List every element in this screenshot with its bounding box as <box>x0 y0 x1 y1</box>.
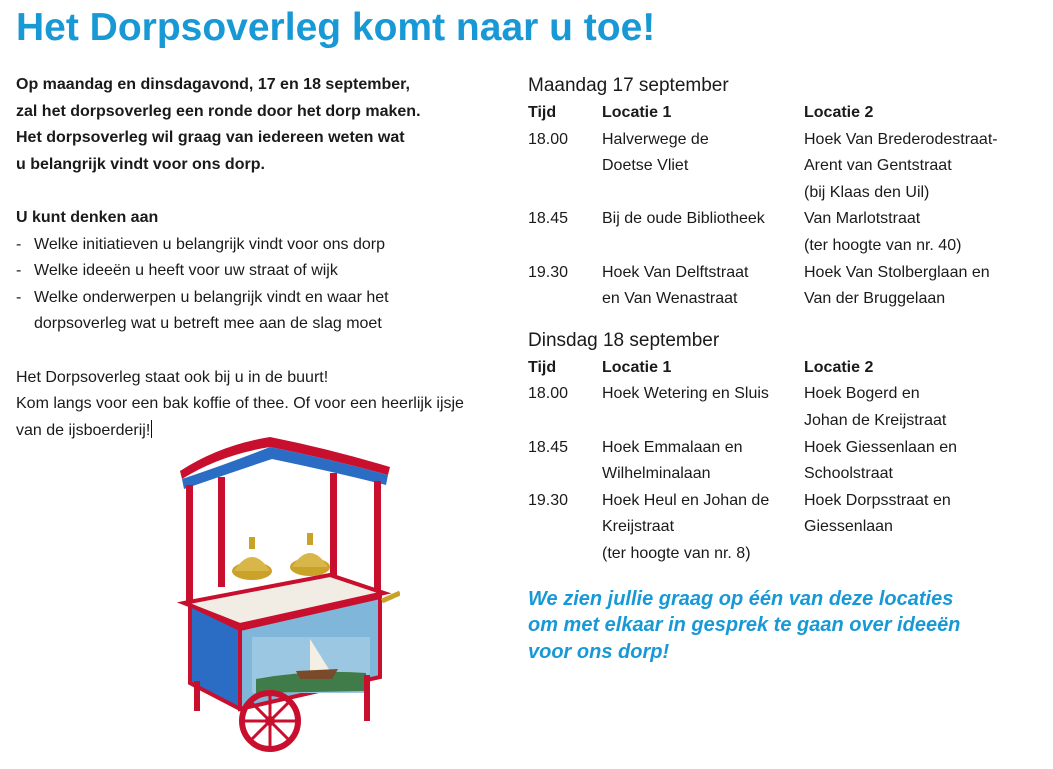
header-location-2 <box>804 100 1038 127</box>
header-location-1-text: Locatie 1 <box>602 358 672 376</box>
table-header <box>528 355 1038 382</box>
closing-line: voor ons dorp! <box>528 640 670 663</box>
header-time-text: Tijd <box>528 104 557 121</box>
location-1-cell <box>602 488 804 568</box>
spacer <box>16 178 516 205</box>
location-text: Hoek Bogerd en <box>804 385 920 403</box>
invite-line: Kom langs voor een bak koffie of thee. Of voor een heerlijk ijsje <box>16 395 464 413</box>
header-location-2-text: Locatie 2 <box>804 104 874 121</box>
invite-text: van de ijsboerderij! <box>16 421 151 439</box>
intro-line: Het dorpsoverleg wil graag van iedereen weten wat <box>16 129 405 147</box>
location-text: Hoek Van Delftstraat <box>602 263 749 281</box>
intro-column <box>16 72 516 444</box>
day-section <box>528 72 1038 313</box>
time-cell <box>528 206 602 259</box>
location-text: Hoek Emmalaan en <box>602 438 743 456</box>
bullet-item <box>16 285 516 312</box>
bullet-text: Welke initiatieven u belangrijk vindt voor ons dorp <box>34 235 386 253</box>
time-cell <box>528 260 602 313</box>
location-text: Hoek Van Brederodestraat- <box>804 130 998 148</box>
closing-line: om met elkaar in gesprek te gaan over ideeën <box>528 614 961 636</box>
location-2-cell <box>804 381 1038 434</box>
location-text: Hoek Dorpsstraat en <box>804 491 951 509</box>
location-text: Hoek Giessenlaan en <box>804 438 957 456</box>
time-cell <box>528 488 602 568</box>
time-text: 18.00 <box>528 385 569 403</box>
table-row <box>528 381 1038 434</box>
location-text: (ter hoogte van nr. 40) <box>804 236 962 254</box>
schedule-column <box>528 72 1038 665</box>
table-row <box>528 488 1038 568</box>
location-2-cell <box>804 488 1038 568</box>
invite-line: Het Dorpsoverleg staat ook bij u in de buurt! <box>16 368 329 386</box>
table-row <box>528 260 1038 313</box>
header-location-2-text: Locatie 2 <box>804 358 874 376</box>
day-title: Maandag 17 september <box>528 75 729 96</box>
closing-message <box>528 586 1038 666</box>
bullet-text: Welke onderwerpen u belangrijk vindt en waar het <box>34 288 389 306</box>
time-text: 18.00 <box>528 130 569 148</box>
location-2-cell <box>804 260 1038 313</box>
bullet-continuation: dorpsoverleg wat u betreft mee aan de slag moet <box>34 315 382 333</box>
intro-line: zal het dorpsoverleg een ronde door het dorp maken. <box>16 102 421 120</box>
day-title: Dinsdag 18 september <box>528 329 720 351</box>
location-text: Johan de Kreijstraat <box>804 411 947 429</box>
header-time-text: Tijd <box>528 358 557 376</box>
think-heading: U kunt denken aan <box>16 208 159 226</box>
location-text: Hoek Van Stolberglaan en <box>804 263 990 281</box>
ice-cream-cart-icon <box>160 433 400 753</box>
closing-line: We zien jullie graag op één van deze locaties <box>528 587 954 610</box>
location-1-cell <box>602 381 804 434</box>
location-text: Arent van Gentstraat <box>804 157 952 175</box>
header-location-1 <box>602 100 804 127</box>
bullet-item <box>16 258 516 285</box>
schedule <box>528 72 1038 568</box>
time-text: 18.45 <box>528 210 569 228</box>
table-row <box>528 435 1038 488</box>
table-row <box>528 206 1038 259</box>
location-2-cell <box>804 435 1038 488</box>
time-cell <box>528 435 602 488</box>
location-text: Hoek Wetering en Sluis <box>602 385 769 403</box>
location-text: Halverwege de <box>602 130 709 148</box>
bullet-text: Welke ideeën u heeft voor uw straat of wijk <box>34 262 338 280</box>
time-cell <box>528 381 602 434</box>
table-header <box>528 100 1038 127</box>
location-2-cell <box>804 127 1038 207</box>
bullet-item <box>16 232 516 259</box>
text-cursor <box>151 420 152 438</box>
intro-line: Op maandag en dinsdagavond, 17 en 18 september, <box>16 76 410 93</box>
page-title: Het Dorpsoverleg komt naar u toe! <box>16 6 656 49</box>
location-text: Hoek Heul en Johan de <box>602 491 770 509</box>
location-text: Van Marlotstraat <box>804 210 921 228</box>
location-2-cell <box>804 206 1038 259</box>
table-row <box>528 127 1038 207</box>
bullet-dash: - <box>16 235 22 253</box>
location-text: Wilhelminalaan <box>602 465 711 483</box>
header-time <box>528 355 602 382</box>
location-text: en Van Wenastraat <box>602 290 738 308</box>
header-location-1-text: Locatie 1 <box>602 104 672 121</box>
day-section <box>528 327 1038 568</box>
bullet-dash: - <box>16 262 22 280</box>
location-1-cell <box>602 260 804 313</box>
spacer <box>16 338 516 365</box>
time-text: 18.45 <box>528 438 569 456</box>
location-1-cell <box>602 206 804 259</box>
intro-line: u belangrijk vindt voor ons dorp. <box>16 155 265 173</box>
location-text: Doetse Vliet <box>602 157 689 175</box>
location-1-cell <box>602 127 804 207</box>
time-text: 19.30 <box>528 491 569 509</box>
header-location-2 <box>804 355 1038 382</box>
location-text: Van der Bruggelaan <box>804 290 946 308</box>
header-time <box>528 100 602 127</box>
location-1-cell <box>602 435 804 488</box>
header-location-1 <box>602 355 804 382</box>
location-text: Kreijstraat <box>602 518 675 536</box>
time-text: 19.30 <box>528 263 569 281</box>
location-text: Giessenlaan <box>804 518 893 536</box>
location-text: (ter hoogte van nr. 8) <box>602 544 751 562</box>
location-text: Bij de oude Bibliotheek <box>602 210 765 228</box>
location-text: Schoolstraat <box>804 465 893 483</box>
bullet-dash: - <box>16 288 22 306</box>
location-text: (bij Klaas den Uil) <box>804 183 930 201</box>
time-cell <box>528 127 602 207</box>
